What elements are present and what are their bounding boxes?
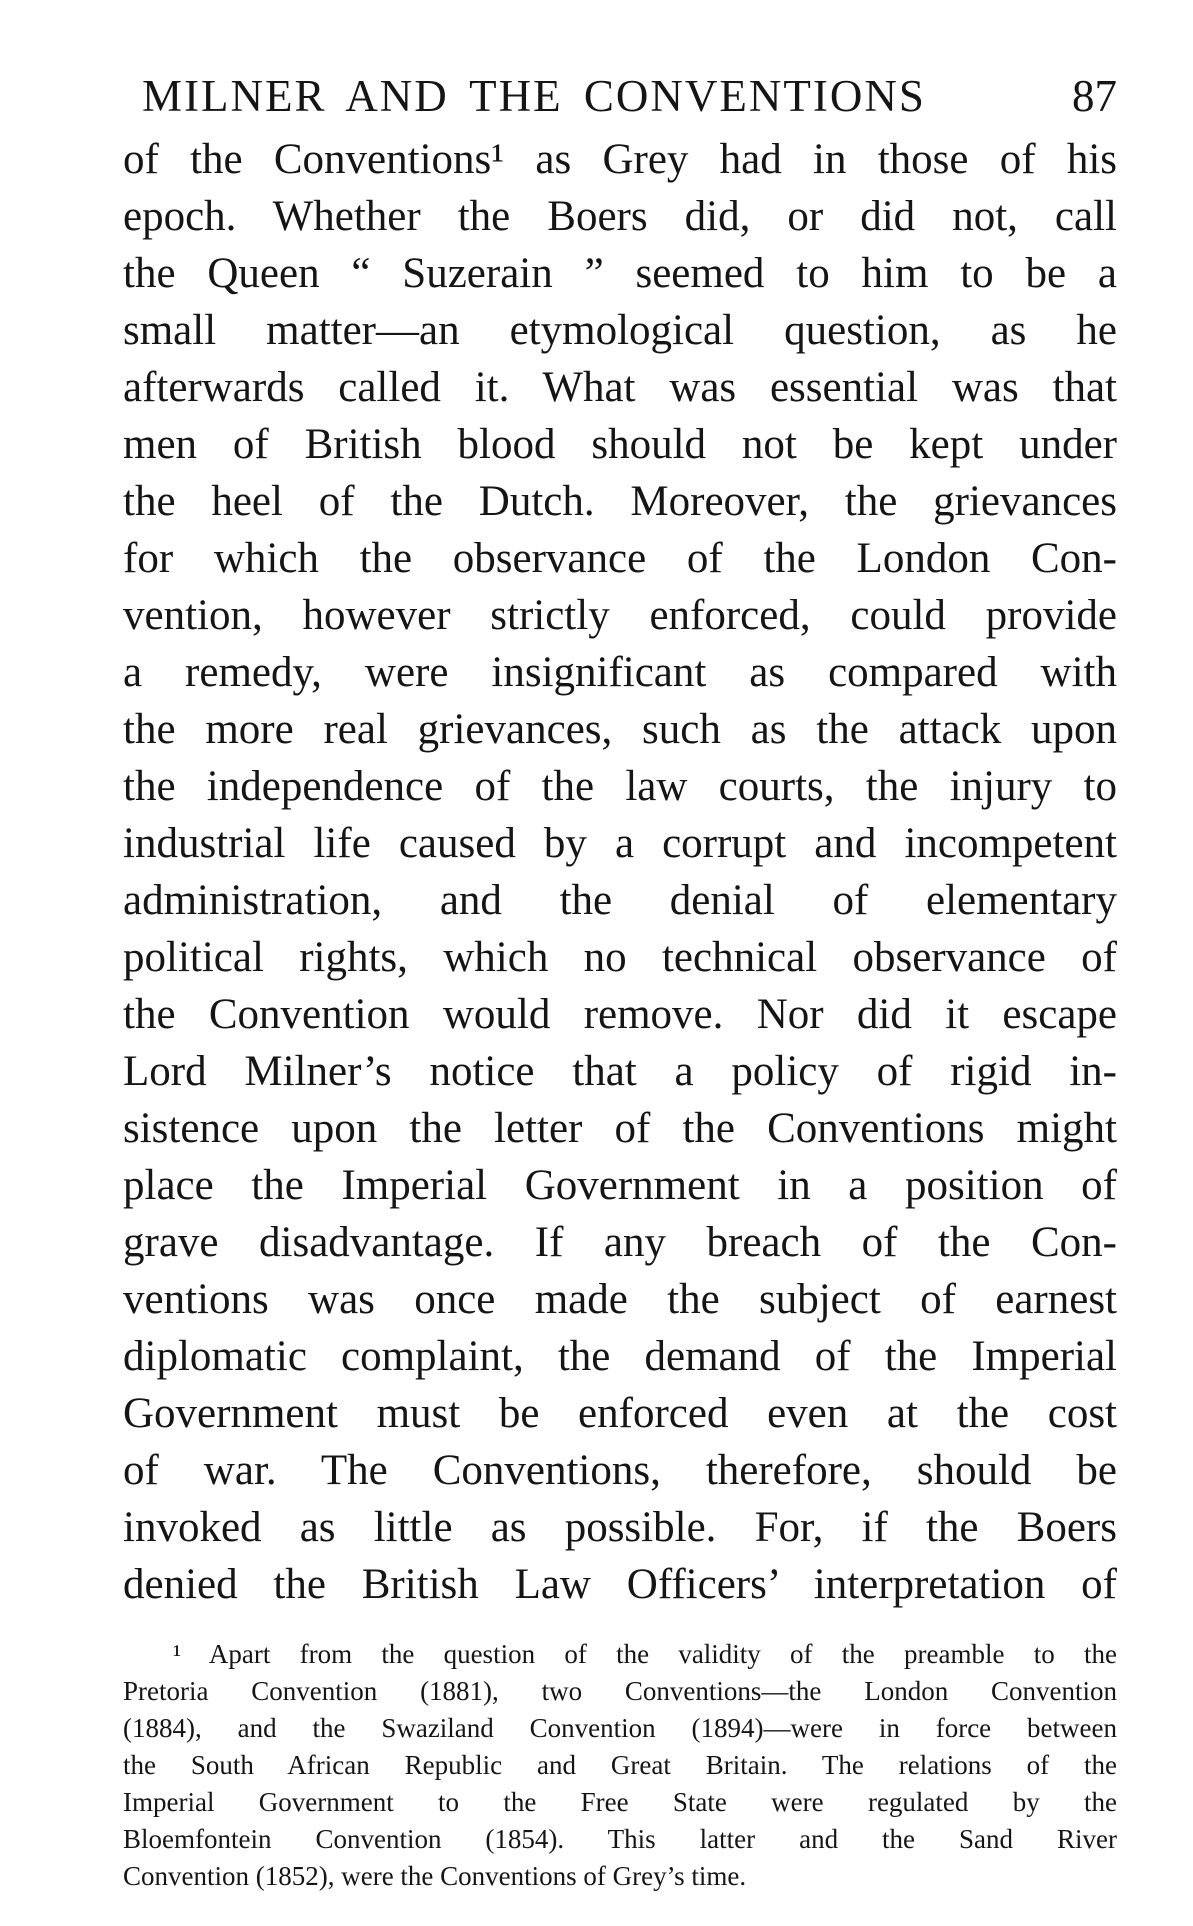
body-line: diplomatic complaint, the demand of the Imperial <box>123 1333 1117 1380</box>
body-line: Lord Milner’s notice that a policy of rigid in- <box>123 1048 1117 1095</box>
running-head <box>142 66 1117 126</box>
running-title: MILNER AND THE CONVENTIONS <box>142 71 926 121</box>
body-line: a remedy, were insignificant as compared with <box>123 649 1117 696</box>
body-line: ventions was once made the subject of earnest <box>123 1276 1117 1323</box>
body-text <box>123 131 1117 1613</box>
body-line: place the Imperial Government in a position of <box>123 1162 1117 1209</box>
body-line: men of British blood should not be kept under <box>123 421 1117 468</box>
page-number: 87 <box>1072 71 1117 121</box>
body-line: Government must be enforced even at the cost <box>123 1390 1117 1437</box>
body-line: the independence of the law courts, the injury to <box>123 763 1117 810</box>
body-line: political rights, which no technical observance of <box>123 934 1117 981</box>
body-line: administration, and the denial of elementary <box>123 877 1117 924</box>
footnote <box>123 1636 1117 1895</box>
footnote-line: (1884), and the Swaziland Convention (1894)—were in force between <box>123 1713 1117 1743</box>
body-line: invoked as little as possible. For, if the Boers <box>123 1504 1117 1551</box>
body-line: small matter—an etymological question, as he <box>123 307 1117 354</box>
body-line: the heel of the Dutch. Moreover, the grievances <box>123 478 1117 525</box>
body-line: denied the British Law Officers’ interpretation of <box>123 1561 1117 1608</box>
footnote-line: the South African Republic and Great Britain. The relations of the <box>123 1750 1117 1780</box>
body-line: of war. The Conventions, therefore, should be <box>123 1447 1117 1494</box>
body-line: the Convention would remove. Nor did it escape <box>123 991 1117 1038</box>
body-line: epoch. Whether the Boers did, or did not, call <box>123 193 1117 240</box>
body-line: sistence upon the letter of the Conventions might <box>123 1105 1117 1152</box>
body-line: afterwards called it. What was essential was that <box>123 364 1117 411</box>
body-line: vention, however strictly enforced, could provide <box>123 592 1117 639</box>
footnote-line: Imperial Government to the Free State were regulated by the <box>123 1787 1117 1817</box>
body-line: the more real grievances, such as the attack upon <box>123 706 1117 753</box>
footnote-line: Pretoria Convention (1881), two Conventions—the London Convention <box>123 1676 1117 1706</box>
body-line: of the Conventions¹ as Grey had in those of his <box>123 136 1117 183</box>
footnote-line: ¹ Apart from the question of the validity of the preamble to the <box>173 1639 1117 1669</box>
body-line: grave disadvantage. If any breach of the Con- <box>123 1219 1117 1266</box>
footnote-line: Convention (1852), were the Conventions of Grey’s time. <box>123 1861 747 1891</box>
body-line: for which the observance of the London Con- <box>123 535 1117 582</box>
body-line: industrial life caused by a corrupt and incompetent <box>123 820 1117 867</box>
body-line: the Queen “ Suzerain ” seemed to him to be a <box>123 250 1117 297</box>
footnote-line: Bloemfontein Convention (1854). This latter and the Sand River <box>123 1824 1117 1854</box>
